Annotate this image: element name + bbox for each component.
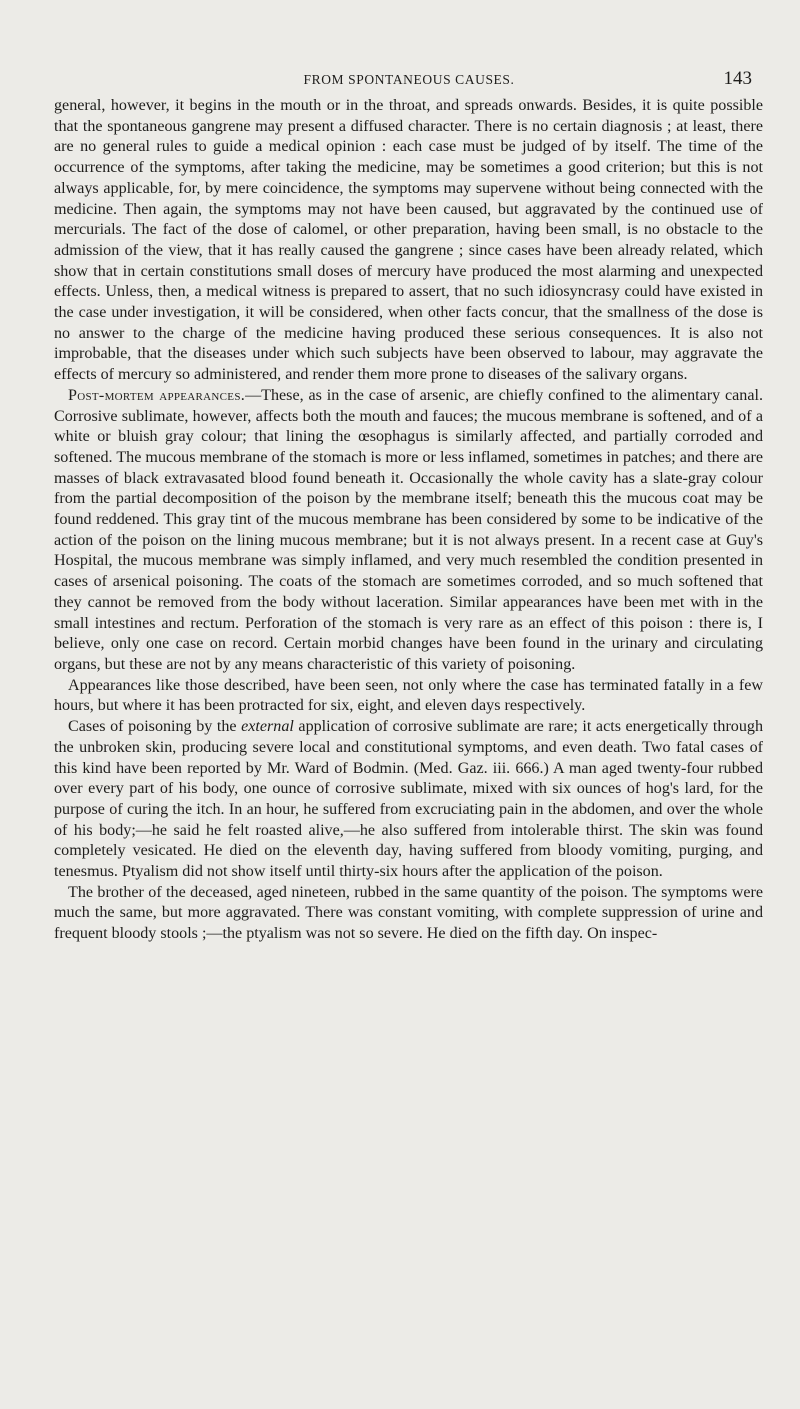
section-lead-post-mortem: Post-mortem appearances. xyxy=(68,386,246,404)
paragraph-post-mortem-appearances xyxy=(54,386,763,676)
running-head xyxy=(54,68,764,92)
paragraph-gangrene-diagnosis: general, however, it begins in the mouth or in the throat, and spreads onwards. Besides, it is quite possible that the spontaneous gangrene may present a diffused character. There is no certain diagnosis ; at least, there are no general rules to guide a medical opinion : each case must be judged of by itself. The time of the occurrence of the symptoms, after taking the medicine, may be sometimes a good criterion; but this is not always applicable, for, by mere coincidence, the symptoms may supervene without being connected with the medicine. Then again, the symptoms may not have been caused, but aggravated by the continued use of mercurials. The fact of the dose of calomel, or other preparation, having been small, is no obstacle to the admission of the view, that it has really caused the gangrene ; since cases have been already related, which show that in certain constitutions small doses of mercury have produced the most alarming and unexpected effects. Unless, then, a medical witness is prepared to assert, that no such idiosyncrasy could have existed in the case under investigation, it will be considered, when other facts concur, that the smallness of the dose is no answer to the charge of the medicine having produced these serious consequences. It is also not improbable, that the diseases under which such subjects have been observed to labour, may aggravate the effects of mercury so administered, and render them more prone to diseases of the salivary organs. xyxy=(54,97,763,384)
paragraph-brother-case: The brother of the deceased, aged nineteen, rubbed in the same quantity of the poison. The symptoms were much the same, but more aggravated. There was constant vomiting, with complete suppression of urine and frequent bloody stools ;—the ptyalism was not so severe. He died on the fifth day. On inspec- xyxy=(54,883,763,943)
paragraph-post-mortem-text: —These, as in the case of arsenic, are chiefly confined to the alimentary canal. Corrosive sublimate, however, affects both the mouth and fauces; the mucous membrane is softened, and of a white or bluish gray colour; that lining the œsophagus is similarly affected, and partially corroded and softened. The mucous membrane of the stomach is more or less inflamed, sometimes in patches; and there are masses of black extravasated blood found beneath it. Occasionally the whole cavity has a slate-gray colour from the partial decomposition of the poison by the membrane itself; beneath this the mucous coat may be found reddened. This gray tint of the mucous membrane has been considered by some to be indicative of the action of the poison on the lining mucous membrane; but it is not always present. In a recent case at Guy's Hospital, the mucous membrane was simply inflamed, and very much resembled the condition presented in cases of arsenical poisoning. The coats of the stomach are sometimes corroded, and so much softened that they cannot be removed from the body without laceration. Similar appearances have been met with in the small intestines and rectum. Perforation of the stomach is very rare as an effect of this poison : there is, I believe, only one case on record. Certain morbid changes have been found in the urinary and circulating organs, but these are not by any means characteristic of this variety of poisoning. xyxy=(54,386,763,673)
body-text xyxy=(54,96,763,945)
paragraph-protracted-cases: Appearances like those described, have been seen, not only where the case has terminated fatally in a few hours, but where it has been protracted for six, eight, and eleven days respectively. xyxy=(54,676,763,715)
running-title: FROM SPONTANEOUS CAUSES. xyxy=(303,72,515,87)
paragraph-external-application xyxy=(54,717,763,883)
paragraph-external-text: application of corrosive sublimate are rare; it acts energetically through the unbroken skin, producing severe local and constitutional symptoms, and even death. Two fatal cases of this kind have been reported by Mr. Ward of Bodmin. (Med. Gaz. iii. 666.) A man aged twenty-four rubbed over every part of his body, one ounce of corrosive sublimate, mixed with six ounces of hog's lard, for the purpose of curing the itch. In an hour, he suffered from excruciating pain in the abdomen, and over the whole of his body;—he said he felt roasted alive,—he also suffered from intolerable thirst. The skin was found completely vesicated. He died on the eleventh day, having suffered from bloody vomiting, purging, and tenesmus. Ptyalism did not show itself until thirty-six hours after the application of the poison. xyxy=(54,718,763,881)
paragraph-external-before: Cases of poisoning by the xyxy=(68,718,242,736)
page-number: 143 xyxy=(723,68,752,89)
emphasis-external: external xyxy=(241,718,294,736)
